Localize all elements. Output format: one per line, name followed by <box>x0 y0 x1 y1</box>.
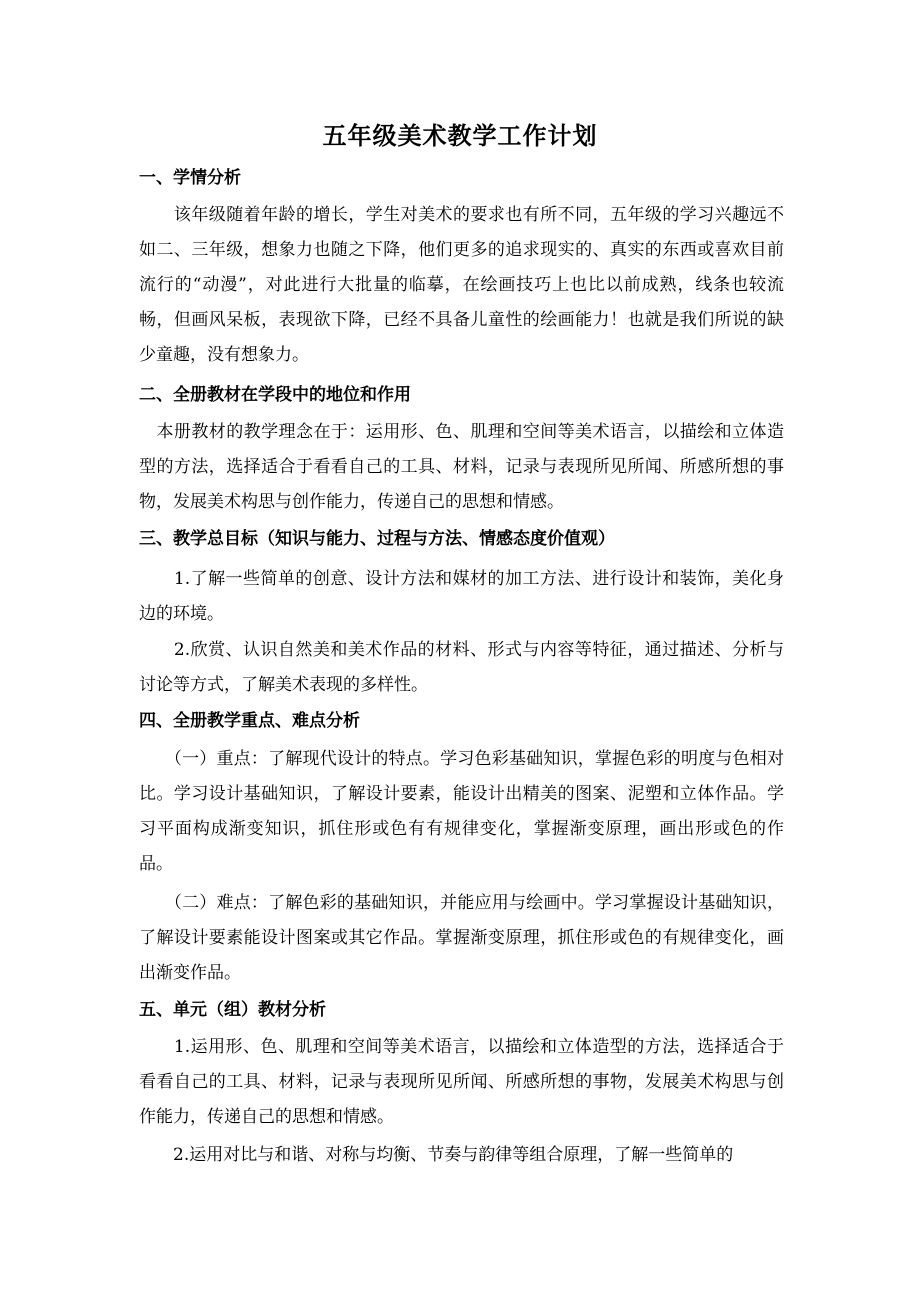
section-3-paragraph-2: 2.欣赏、认识自然美和美术作品的材料、形式与内容等特征，通过描述、分析与讨论等方式，了解美术表现的多样性。 <box>139 640 784 695</box>
section-5-paragraph-1: 1.运用形、色、肌理和空间等美术语言，以描绘和立体造型的方法，选择适合于看看自己的工具、材料，记录与表现所见所闻、所感所想的事物，发展美术构思与创作能力，传递自己的思想和情感。 <box>139 1037 784 1127</box>
section-heading-3: 三、教学总目标（知识与能力、过程与方法、情感态度价值观） <box>139 529 615 549</box>
section-heading-1: 一、学情分析 <box>139 168 241 188</box>
section-3-paragraph-1: 1.了解一些简单的创意、设计方法和媒材的加工方法、进行设计和装饰，美化身边的环境。 <box>139 569 784 624</box>
section-heading-4: 四、全册教学重点、难点分析 <box>139 711 360 731</box>
section-1-paragraph-1: 该年级随着年龄的增长，学生对美术的要求也有所不同，五年级的学习兴趣远不如二、三年级，想象力也随之下降，他们更多的追求现实的、真实的东西或喜欢目前流行的“动漫”，对此进行大批量的临摹，在绘画技巧上也比以前成熟，线条也较流畅，但画风呆板，表现欲下降，已经不具备儿童性的绘画能力！也就是我们所说的缺少童趣，没有想象力。 <box>139 205 784 365</box>
page-title: 五年级美术教学工作计划 <box>322 121 598 150</box>
section-2-paragraph-1: 本册教材的教学理念在于：运用形、色、肌理和空间等美术语言，以描绘和立体造型的方法，选择适合于看看自己的工具、材料，记录与表现所见所闻、所感所想的事物，发展美术构思与创作能力，传递自己的思想和情感。 <box>139 422 784 512</box>
section-4-paragraph-1: （一）重点：了解现代设计的特点。学习色彩基础知识，掌握色彩的明度与色相对比。学习设计基础知识，了解设计要素，能设计出精美的图案、泥塑和立体作品。学习平面构成渐变知识，抓住形或色有有规律变化，掌握渐变原理，画出形或色的作品。 <box>139 749 784 874</box>
section-4-paragraph-2: （二）难点：了解色彩的基础知识，并能应用与绘画中。学习掌握设计基础知识，了解设计要素能设计图案或其它作品。掌握渐变原理，抓住形或色的有规律变化，画出渐变作品。 <box>139 893 784 983</box>
section-heading-5: 五、单元（组）教材分析 <box>139 1000 326 1020</box>
section-heading-2: 二、全册教材在学段中的地位和作用 <box>139 385 411 405</box>
section-5-paragraph-2: 2.运用对比与和谐、对称与均衡、节奏与韵律等组合原理，了解一些简单的 <box>139 1145 734 1165</box>
